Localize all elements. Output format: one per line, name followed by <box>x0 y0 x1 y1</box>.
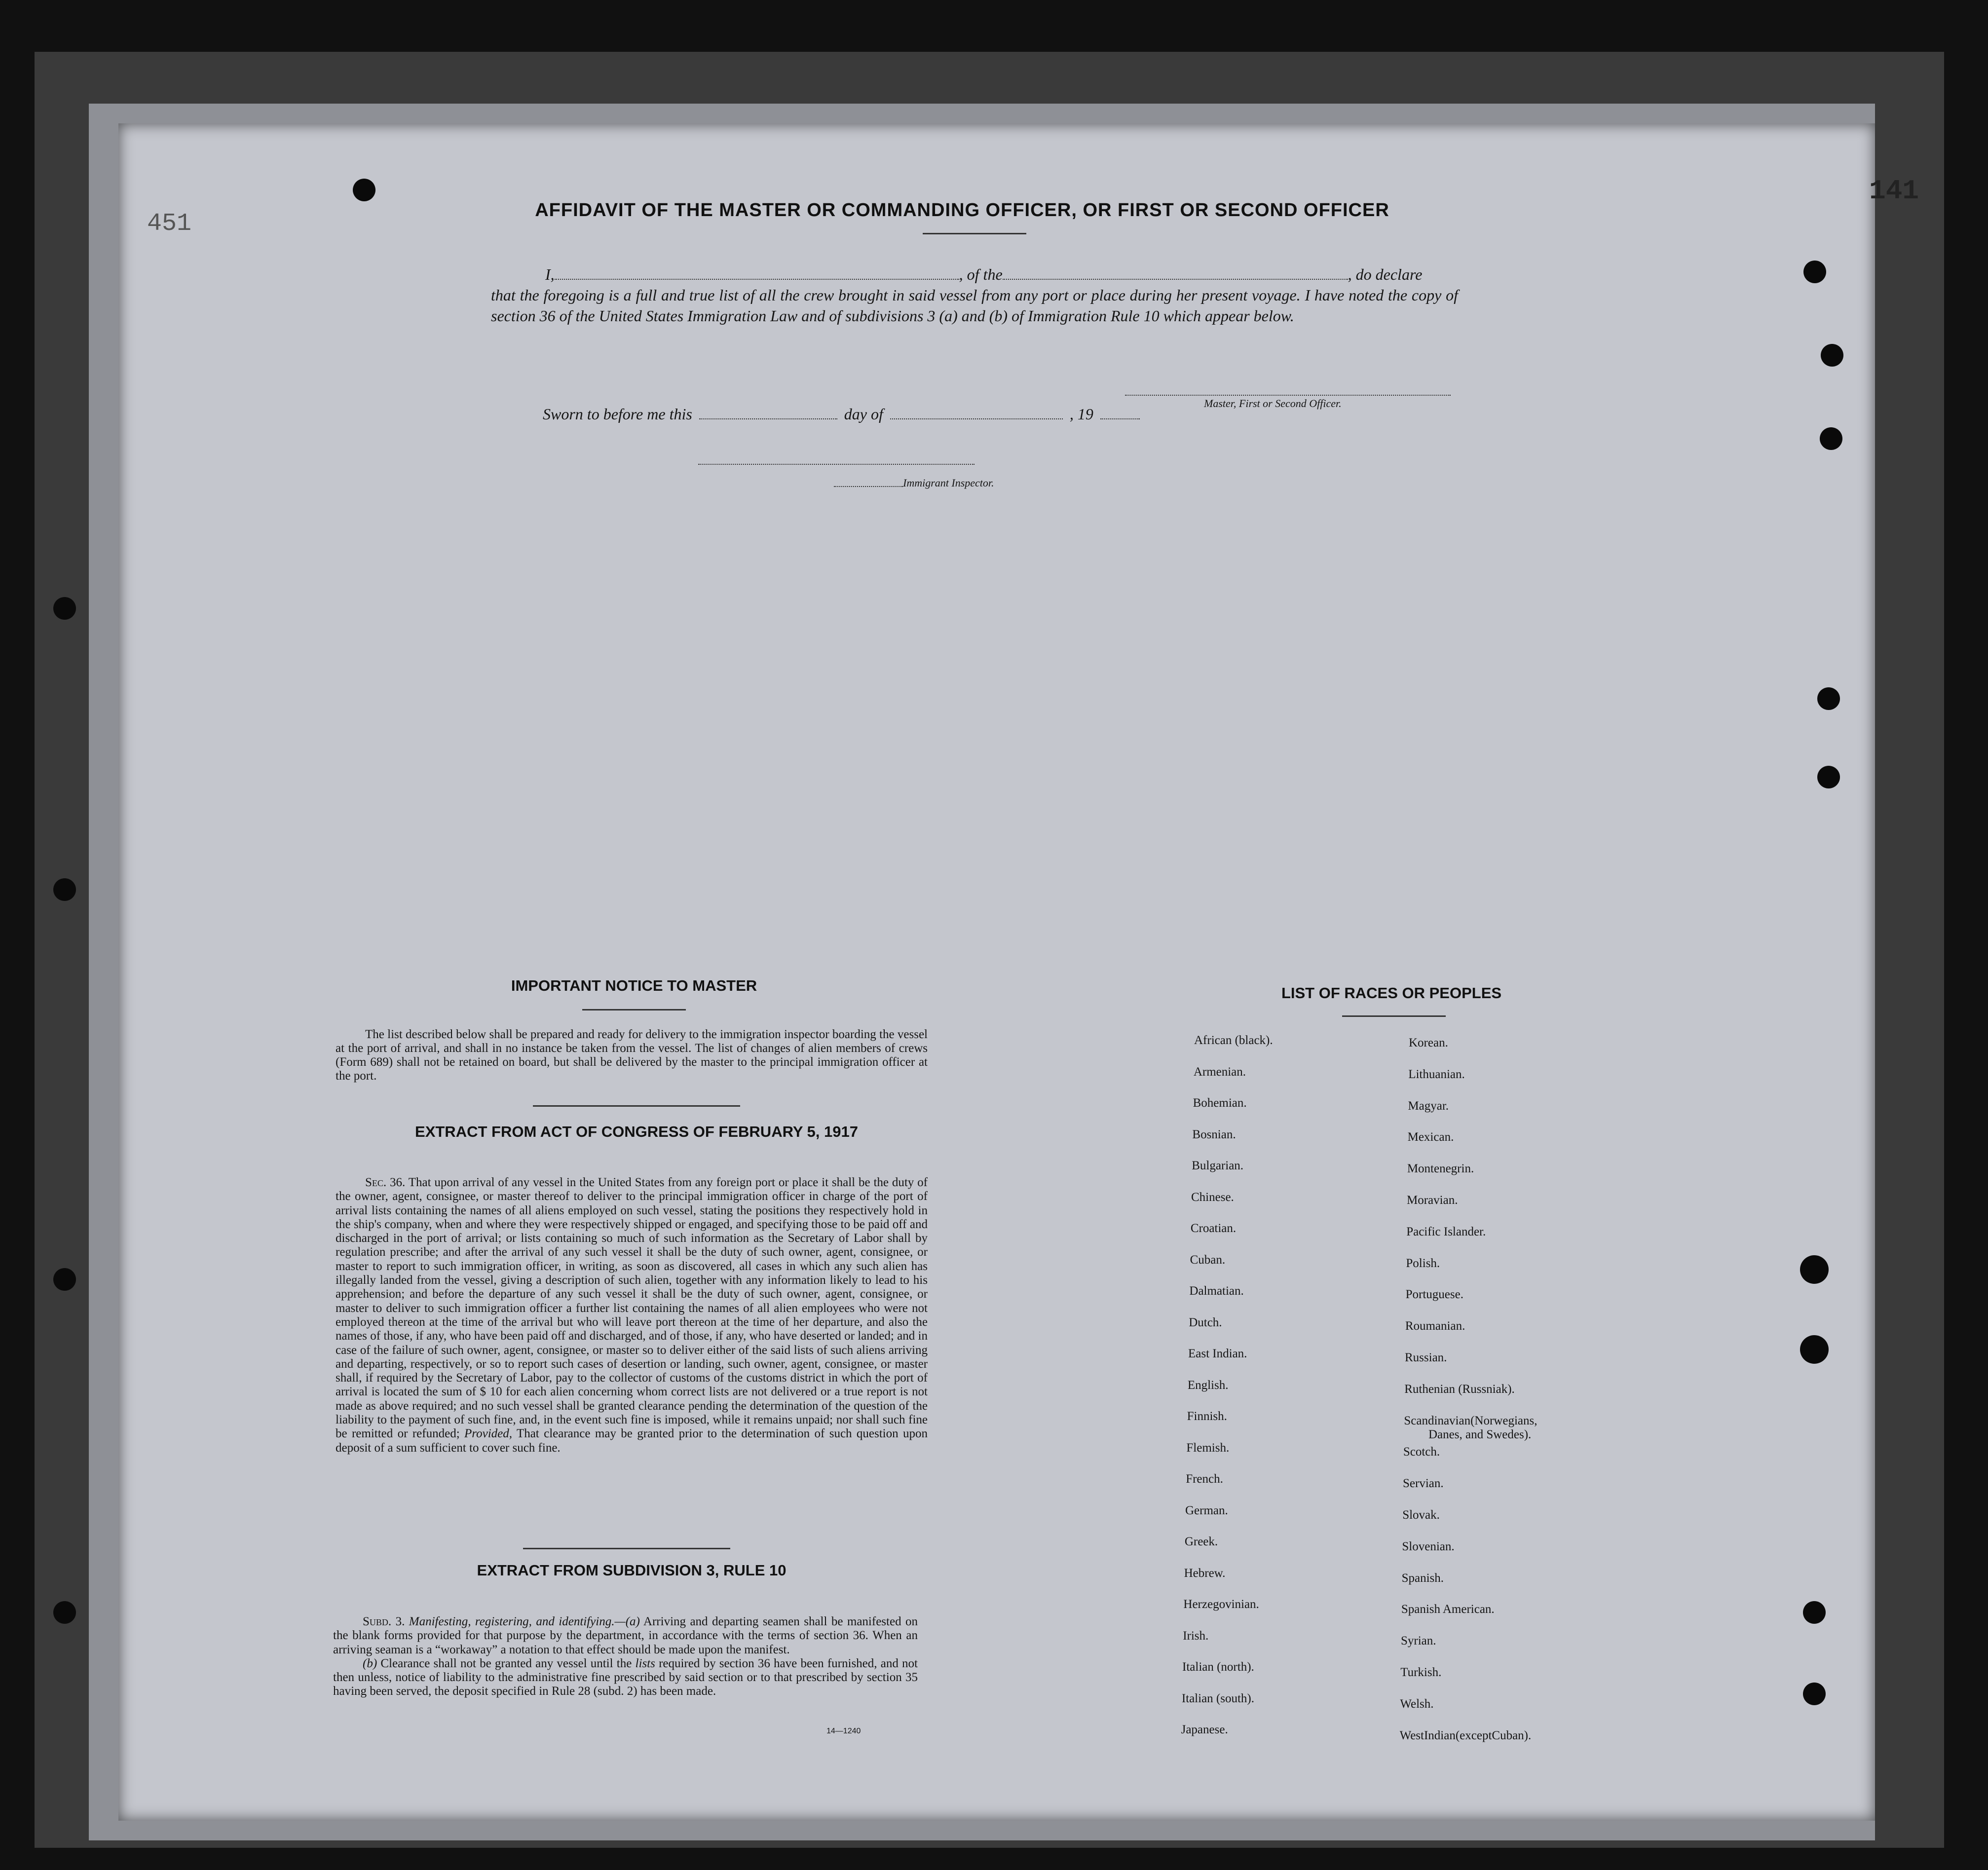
race-item: Spanish. <box>1401 1571 1444 1585</box>
race-item: Chinese. <box>1191 1190 1234 1204</box>
race-item: Magyar. <box>1408 1099 1449 1113</box>
inspector-signature-line[interactable] <box>698 464 975 465</box>
rule-heading: Manifesting, registering, and identifying.—(a) <box>409 1615 640 1628</box>
race-item: Irish. <box>1183 1629 1209 1643</box>
of-the-label: , of the <box>959 265 1003 283</box>
race-item: East Indian. <box>1188 1347 1247 1360</box>
extract-act-title: EXTRACT FROM ACT OF CONGRESS OF FEBRUARY 5, 1917 <box>415 1123 858 1140</box>
race-item: Japanese. <box>1181 1723 1228 1736</box>
punch-hole <box>1803 261 1826 283</box>
race-item: German. <box>1185 1503 1228 1517</box>
race-item: Greek. <box>1184 1535 1218 1548</box>
punch-hole <box>1817 766 1840 788</box>
race-item: Russian. <box>1405 1351 1447 1364</box>
race-item: Turkish. <box>1400 1666 1442 1679</box>
frame-hole <box>53 597 76 620</box>
punch-hole <box>1820 427 1842 450</box>
race-item: Flemish. <box>1186 1441 1230 1455</box>
race-item: Pacific Islander. <box>1406 1225 1486 1238</box>
race-item: Korean. <box>1409 1036 1448 1049</box>
race-item: Moravian. <box>1407 1194 1458 1207</box>
sec-body-end: That clearance may be granted prior to the determination of such question upon deposit of a sum sufficient to cover such fine. <box>336 1427 928 1455</box>
frame-hole <box>53 1601 76 1624</box>
race-item: Croatian. <box>1190 1222 1237 1235</box>
race-item: Bosnian. <box>1192 1127 1236 1141</box>
punch-hole <box>1821 344 1843 367</box>
sworn-label: Sworn to before me this <box>543 405 692 423</box>
page-number: 141 <box>1869 175 1919 207</box>
race-item: Lithuanian. <box>1408 1067 1465 1081</box>
race-item: Cuban. <box>1190 1253 1226 1267</box>
stamp-number: 451 <box>147 210 192 238</box>
b-label: (b) <box>363 1656 377 1670</box>
race-item: Welsh. <box>1400 1697 1434 1711</box>
section-36-text <box>336 1176 928 1455</box>
rule-para-a <box>333 1615 918 1657</box>
divider <box>523 1548 730 1549</box>
name-field[interactable] <box>555 265 959 280</box>
declaration-line <box>491 264 1458 285</box>
race-item: African (black). <box>1194 1034 1273 1047</box>
frame-hole <box>53 878 76 901</box>
sworn-year-field[interactable] <box>1100 405 1140 419</box>
race-item: Italian (north). <box>1182 1660 1254 1674</box>
race-item: Servian. <box>1403 1477 1444 1491</box>
i-label: I, <box>545 265 555 283</box>
affidavit-declaration <box>491 264 1458 326</box>
race-item: Dalmatian. <box>1189 1284 1244 1298</box>
document-sheet <box>118 123 1875 1821</box>
race-item: Slovak. <box>1402 1508 1440 1522</box>
master-signature-line[interactable] <box>1125 395 1451 396</box>
race-item: Finnish. <box>1187 1410 1227 1423</box>
do-declare-label: , do declare <box>1348 265 1423 283</box>
race-item: French. <box>1186 1472 1223 1486</box>
form-code: 14—1240 <box>826 1727 861 1735</box>
race-item: Portuguese. <box>1405 1288 1463 1302</box>
race-item: WestIndian(exceptCuban). <box>1399 1728 1532 1742</box>
race-item: Armenian. <box>1193 1065 1246 1079</box>
race-item: Hebrew. <box>1184 1566 1226 1580</box>
sworn-line <box>543 405 1140 423</box>
race-item: Bulgarian. <box>1192 1159 1244 1172</box>
punch-hole <box>353 179 375 201</box>
lists-word: lists <box>635 1656 655 1670</box>
sec-label: Sec. 36. <box>365 1176 406 1189</box>
race-item: Mexican. <box>1407 1130 1454 1144</box>
race-item: Dutch. <box>1189 1315 1222 1329</box>
race-item: Bohemian. <box>1193 1096 1247 1110</box>
day-of-label: day of <box>844 405 883 423</box>
sworn-day-field[interactable] <box>699 405 837 419</box>
punch-hole <box>1803 1683 1826 1705</box>
divider <box>582 1009 686 1010</box>
notice-text: The list described below shall be prepared and ready for delivery to the immigration inspector boarding the vessel at the port of arrival, and shall in no instance be taken from the vessel. The list of changes of alien members of crews (Form 689) shall not be retained on board, but shall be delivered by the master to the principal immigration officer at the port. <box>336 1028 928 1083</box>
race-item: Herzegovinian. <box>1183 1598 1259 1611</box>
frame-hole <box>53 1268 76 1291</box>
race-item: Scotch. <box>1403 1445 1440 1459</box>
divider <box>1342 1015 1446 1017</box>
race-item: Italian (south). <box>1181 1691 1254 1705</box>
race-item: Spanish American. <box>1401 1603 1495 1616</box>
race-item: Ruthenian (Russniak). <box>1404 1382 1515 1396</box>
punch-hole <box>1800 1335 1829 1364</box>
para-b-end: required by section 36 have been furnished, and not then unless, notice of liability to the administrative fine prescribed by said section or to that prescribed by section 35 having been served, the deposit specified in Rule 28 (subd. 2) has been made. <box>333 1656 918 1698</box>
divider <box>533 1105 740 1107</box>
year-label: , 19 <box>1069 405 1093 423</box>
race-item: Polish. <box>1406 1256 1440 1270</box>
vessel-field[interactable] <box>1003 265 1348 280</box>
race-item: Montenegrin. <box>1407 1162 1474 1176</box>
sworn-month-field[interactable] <box>890 405 1063 419</box>
para-a-text: Arriving and departing seamen shall be manifested on the blank forms provided for that purpose by the department, in accordance with the terms of section 36. When an arriving seaman is a “workaway” a notation to that effect should be made upon the manifest. <box>333 1615 918 1656</box>
para-b-start: Clearance shall not be granted any vessel until the <box>380 1656 632 1670</box>
punch-hole <box>1803 1601 1826 1624</box>
provided-label: Provided, <box>464 1427 512 1441</box>
rule-text <box>333 1615 918 1699</box>
rule-para-b <box>333 1657 918 1699</box>
race-item: Roumanian. <box>1405 1319 1465 1333</box>
master-signature-label: Master, First or Second Officer. <box>1204 397 1342 410</box>
notice-title: IMPORTANT NOTICE TO MASTER <box>511 977 757 994</box>
race-item: Scandinavian(Norwegians, <box>1404 1414 1538 1427</box>
race-item: Syrian. <box>1401 1634 1436 1648</box>
declaration-statement: that the foregoing is a full and true list of all the crew brought in said vessel from any port or place during her present voyage. I have noted the copy of section 36 of the United States Immigration Law and of subdivisions 3 (a) and (b) of Immigration Rule 10 which appear below. <box>491 286 1458 325</box>
sec-body: That upon arrival of any vessel in the United States from any foreign port or place it shall be the duty of the owner, agent, consignee, or master thereof to deliver to the principal immigration officer in charge of the port of arrival lists containing the names of all aliens employed on such vessel, stating the positions they respectively hold in the ship's company, when and where they were respectively shipped or engaged, and specifying those to be paid off and discharged in the port of arrival; or lists containing so much of such information as the Secretary of Labor shall by regulation prescribe; and after the arrival of any such vessel it shall be the duty of such owner, agent, consignee, or master to report to such immigration officer, in writing, as soon as discovered, all cases in which any such alien has illegally landed from the vessel, giving a description of such alien, together with any information likely to lead to his apprehension; and before the departure of any such vessel it shall be the duty of such owner, agent, consignee, or master to deliver to such immigration officer a further list containing the names of all alien employees who were not employed thereon at the time of the arrival but who will leave port thereon at the time of her departure, and also the names of those, if any, who have been paid off and discharged, and of those, if any, who have deserted or landed; and in case of the failure of such owner, agent, consignee, or master so to deliver either of the said lists of such aliens arriving and departing, respectively, or so to report such cases of desertion or landing, such owner, agent, consignee, or master shall, if required by the Secretary of Labor, pay to the collector of customs of the customs district in which the port of arrival is located the sum of $ 10 for each alien concerning whom correct lists are not delivered or a true report is not made as above required; and no such vessel shall be granted clearance pending the determination of the question of the liability to the payment of such fine, and, in the event such fine is imposed, while it remains unpaid; nor shall such fine be remitted or refunded; <box>336 1176 928 1441</box>
affidavit-title: AFFIDAVIT OF THE MASTER OR COMMANDING OFFICER, OR FIRST OR SECOND OFFICER <box>535 200 1389 221</box>
punch-hole <box>1817 687 1840 710</box>
inspector-label: Immigrant Inspector. <box>903 477 994 489</box>
subd-label: Subd. 3. <box>363 1615 405 1628</box>
races-title: LIST OF RACES OR PEOPLES <box>1281 984 1502 1002</box>
race-item: English. <box>1187 1378 1229 1392</box>
race-item: Danes, and Swedes). <box>1428 1428 1532 1442</box>
divider <box>923 233 1026 234</box>
inspector-dots <box>834 486 903 487</box>
punch-hole <box>1800 1255 1829 1284</box>
extract-rule-title: EXTRACT FROM SUBDIVISION 3, RULE 10 <box>477 1562 787 1579</box>
race-item: Slovenian. <box>1402 1539 1455 1553</box>
